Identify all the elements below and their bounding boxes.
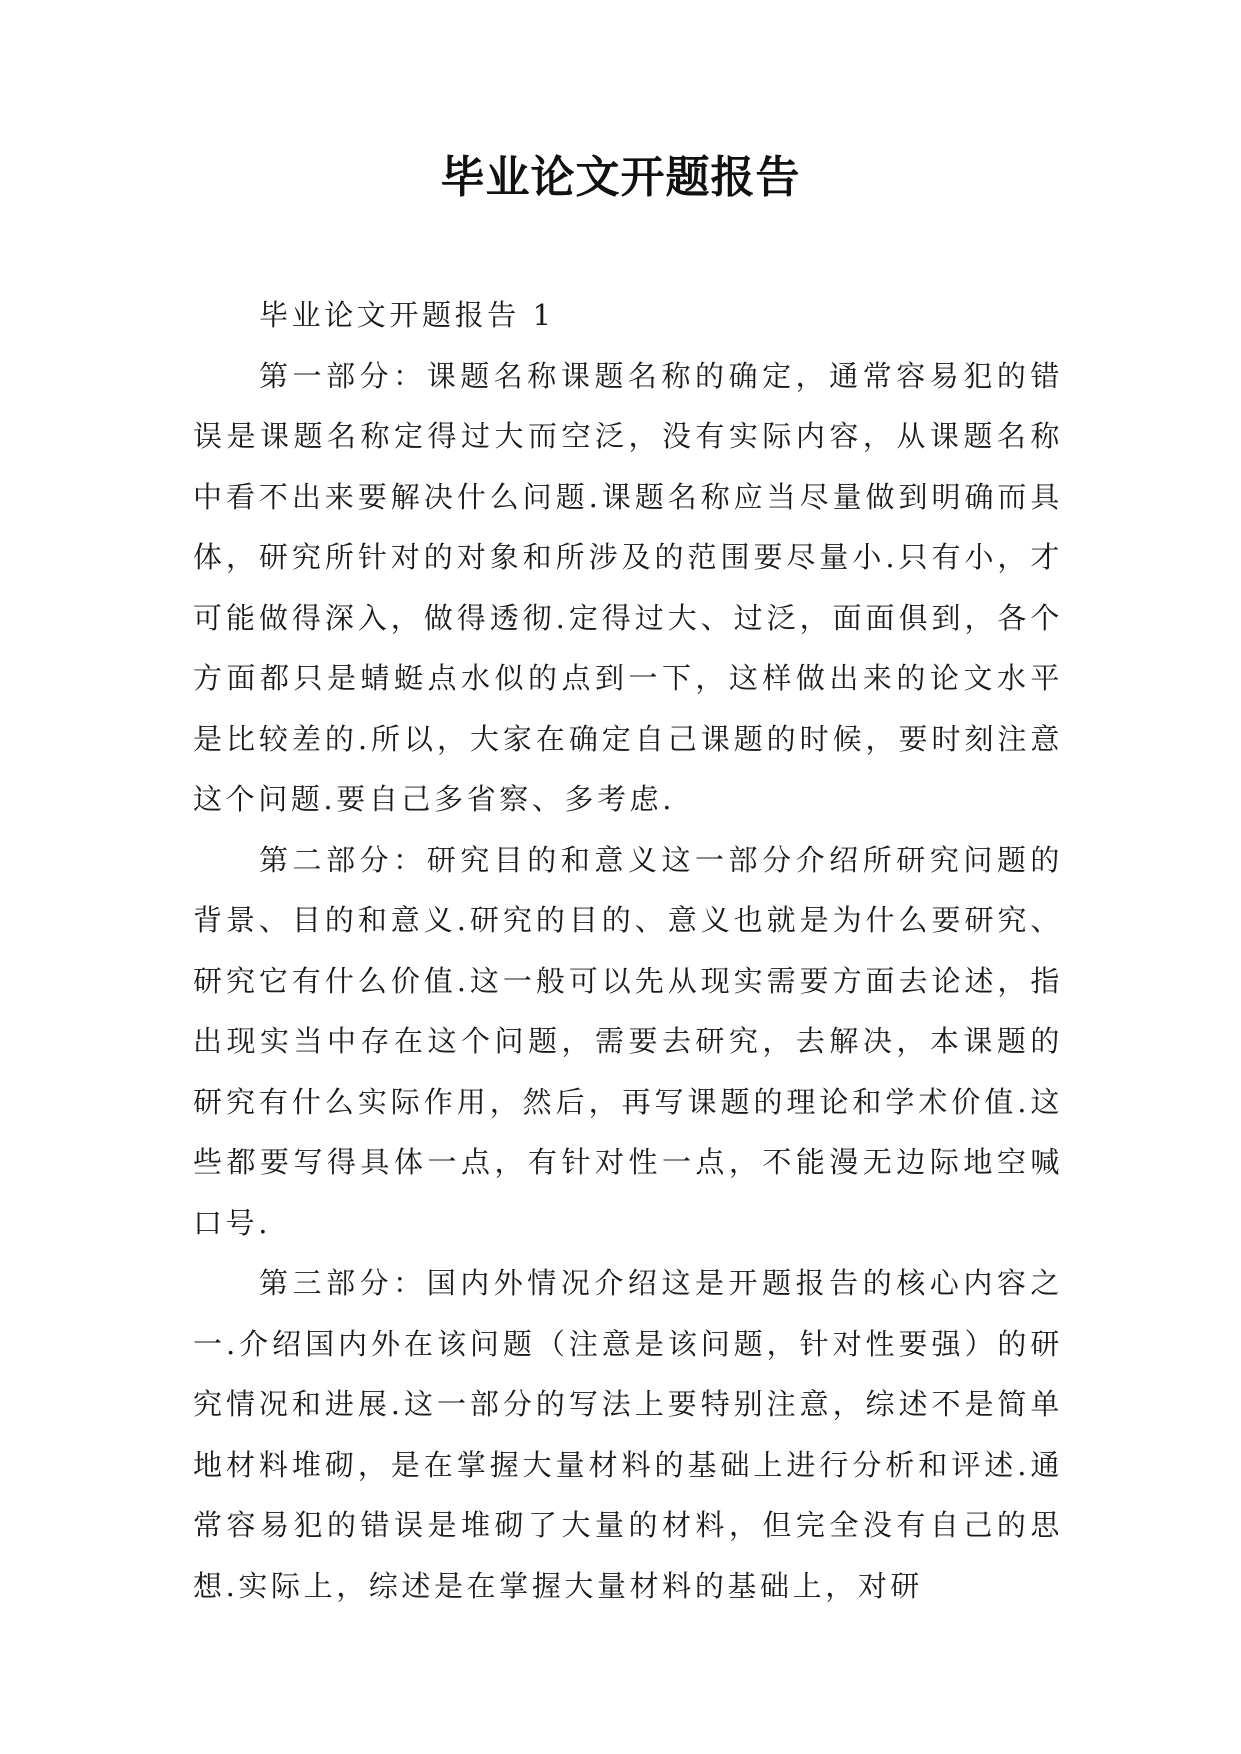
document-title: 毕业论文开题报告 bbox=[440, 152, 801, 203]
part-three-paragraph: 第三部分：国内外情况介绍这是开题报告的核心内容之一.介绍国内外在该问题（注意是该问题，针对性要强）的研究情况和进展.这一部分的写法上要特别注意，综述不是简单地材料堆砌，是在掌握大量材料的基础上进行分析和评述.通常容易犯的错误是堆砌了大量的材料，但完全没有自己的思想.实际上，综述是在掌握大量材料的基础上，对研 bbox=[193, 1266, 1063, 1603]
report-heading-paragraph: 毕业论文开题报告 1 bbox=[259, 298, 555, 332]
part-one-paragraph: 第一部分：课题名称课题名称的确定，通常容易犯的错误是课题名称定得过大而空泛，没有实际内容，从课题名称中看不出来要解决什么问题.课题名称应当尽量做到明确而具体，研究所针对的对象和所涉及的范围要尽量小.只有小，才可能做得深入，做得透彻.定得过大、过泛，面面俱到，各个方面都只是蜻蜓点水似的点到一下，这样做出来的论文水平是比较差的.所以，大家在确定自己课题的时候，要时刻注意这个问题.要自己多省察、多考虑. bbox=[193, 358, 1063, 816]
part-two-paragraph: 第二部分：研究目的和意义这一部分介绍所研究问题的背景、目的和意义.研究的目的、意义也就是为什么要研究、研究它有什么价值.这一般可以先从现实需要方面去论述，指出现实当中存在这个问题，需要去研究，去解决，本课题的研究有什么实际作用，然后，再写课题的理论和学术价值.这些都要写得具体一点，有针对性一点，不能漫无边际地空喊口号. bbox=[193, 842, 1063, 1240]
document-body bbox=[193, 285, 1063, 1616]
